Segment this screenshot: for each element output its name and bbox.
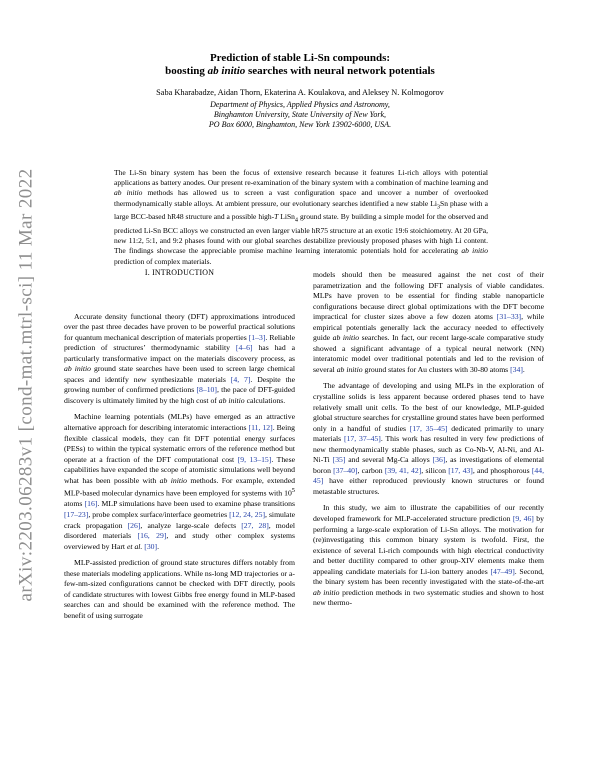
body-text: , model disordered materials (64, 520, 296, 541)
body-text: , while empirical potentials generally lack the accuracy needed to effectively guide (313, 312, 544, 343)
abstract-text: Sn phase with a large BCC-based hR48 structure and a possible high- (114, 198, 488, 222)
body-text: , probe complex surface/interface geometries (88, 509, 230, 519)
body-text: calculations. (244, 395, 286, 405)
abstract-emphasis: ab initio (461, 246, 488, 256)
citation-link[interactable]: [1–3] (248, 332, 266, 342)
emphasis: ab initio (159, 475, 187, 485)
affiliation-line: PO Box 6000, Binghamton, New York 13902-6000, USA. (208, 120, 392, 129)
intro-paragraph-4 (313, 381, 544, 497)
abstract-text: methods has allowed us to screen a vast configuration space and uncover a number of overlooked thermodynamically stable alloys. At ambient pressure, our evolutionary searches identified a new stable Li (114, 188, 488, 208)
intro-paragraph-3-continued (313, 270, 544, 375)
body-text: ground state searches have been used to screen large chemical spaces and identify new synthesizable materials (64, 364, 295, 384)
citation-link[interactable]: [11, 12] (248, 423, 273, 433)
body-text: . Despite the growing number of confirmed predictions (64, 374, 295, 395)
body-text: , as investigations of elemental boron (313, 455, 544, 475)
affiliation-line: Binghamton University, State University of New York, (213, 110, 387, 119)
intro-paragraph-5 (313, 503, 544, 608)
abstract-emphasis: ab initio (114, 188, 143, 198)
citation-link[interactable]: [37–40] (333, 465, 358, 475)
body-text: . Reliable prediction of structures’ thermodynamic stability (64, 332, 295, 353)
body-text: have either reproduced previously known structures or found metastable structures. (313, 476, 544, 496)
body-text: The advantage of developing and using MLPs in the exploration of crystalline solids is less apparent because ordered phases tend to have relatively small unit cells. To the best of our knowledge, MLP-guided global structure searches for crystalline ground states have been performed only in a handful of studies (313, 381, 544, 433)
subscript: 3 (436, 203, 441, 211)
title-text: boosting (165, 65, 208, 77)
body-text: . Being flexible classical models, they can fit DFT potential energy surfaces (PESs) to within the typical systematic errors of the reference method but operate at a fraction of the DFT computational cost (64, 423, 295, 464)
abstract-text: The Li-Sn binary system has been the focus of extensive research because it features Li-rich alloys with potential applications as battery anodes. Our present re-examination of the binary system with a combination of machine learning and (114, 168, 488, 188)
intro-paragraph-1 (64, 312, 295, 407)
citation-link[interactable]: [36] (432, 455, 446, 465)
body-text: atoms (64, 499, 85, 509)
paper-title (0, 52, 600, 78)
citation-link[interactable]: [9, 46] (512, 514, 534, 524)
citation-link[interactable]: [39, 41, 42] (384, 465, 422, 475)
section-heading-introduction: I. INTRODUCTION (144, 268, 215, 277)
body-text: Accurate density functional theory (DFT) approximations introduced over the past three decades have proven to be powerful practical solutions for quantum mechanical description of materials properties (64, 311, 295, 342)
citation-link[interactable]: [4, 7] (230, 374, 251, 384)
body-text: models should then be measured against the net cost of their parametrization and the following DFT analysis of viable candidates. MLPs have proven to be essential for finding stable nanoparticle configurations because direct global optimizations with the DFT become impractical for cluster sizes above a few dozen atoms (313, 270, 544, 322)
right-column (313, 270, 544, 615)
left-column (64, 268, 295, 627)
body-text: MLP-assisted prediction of ground state structures differs notably from these materials modeling applications. While ns-long MD trajectories or a-few-nm-sized configurations cannot be checked with DFT directly, pools of candidate structures with lowest Gibbs free energy found in MLP-based searches can and should be examined with the reference method. The benefit of using surrogate (64, 558, 295, 620)
body-text: prediction methods in two systematic studies and shown to host new thermo- (313, 587, 544, 608)
abstract-text: prediction of complex materials. (114, 256, 212, 266)
citation-link[interactable]: [17, 35–45] (409, 423, 448, 433)
arxiv-identifier: arXiv:2203.06283v1 [cond-mat.mtrl-sci] 11 Mar 2022 (15, 168, 36, 602)
body-text: searches. In fact, our recent large-scale comparative study showed a significant advantage of a typical neural network (NN) interatomic model over traditional potentials and led to the revision of several (313, 333, 545, 374)
citation-link[interactable]: [17, 43] (448, 465, 473, 475)
intro-paragraph-2 (64, 412, 295, 552)
abstract-emphasis: T (274, 212, 279, 222)
affiliation (0, 100, 600, 130)
emphasis: ab initio (313, 587, 340, 597)
emphasis: ab initio (64, 364, 91, 374)
abstract-text: LiSn (278, 212, 295, 222)
body-text: , the pace of DFT-guided discovery is ultimately limited by the high cost of (64, 385, 295, 405)
intro-paragraph-3 (64, 558, 295, 621)
body-text: , simulate crack propagation (64, 509, 295, 530)
body-text: . (522, 364, 525, 374)
citation-link[interactable]: [27, 28] (241, 520, 269, 530)
body-text: , and phosphorous (472, 465, 532, 475)
citation-link[interactable]: [34] (510, 364, 523, 374)
citation-link[interactable]: [16, 29] (137, 531, 167, 541)
emphasis: et al. (126, 541, 143, 551)
citation-link[interactable]: [35] (332, 455, 346, 465)
body-text: , silicon (421, 465, 449, 475)
citation-link[interactable]: [44, 45] (313, 465, 545, 486)
arxiv-sidebar-stamp (6, 170, 46, 600)
body-text: ground states for Au clusters with 30-80 atoms (362, 364, 511, 374)
citation-link[interactable]: [12, 24, 25] (229, 509, 266, 519)
body-text: . (157, 541, 160, 551)
subscript: 4 (294, 216, 299, 224)
citation-link[interactable]: [9, 13–15] (237, 454, 272, 464)
emphasis: ab initio (336, 364, 363, 374)
title-line-1: Prediction of stable Li-Sn compounds: (209, 52, 391, 64)
body-text: , carbon (357, 465, 385, 475)
citation-link[interactable]: [47–49] (490, 566, 515, 576)
emphasis: ab initio (218, 395, 245, 405)
abstract-text: ground state. By building a simple model for the observed and predicted Li-Sn BCC alloys we constructed an even larger viable hR75 structure at an exotic 19:6 stoichiometry. At 20 GPa, new 11:2, 5:1, and 9:2 phases found with our global searches destabilize previously proposed phases with high Li content. The findings showcase the appreciable promise machine learning interatomic potentials hold for accelerating (114, 212, 488, 256)
superscript: 5 (291, 487, 295, 495)
citation-link[interactable]: [26] (127, 520, 141, 530)
title-emphasis: ab initio (207, 65, 246, 77)
body-text: In this study, we aim to illustrate the capabilities of our recently developed framework for MLP-accelerated structure prediction (313, 503, 544, 524)
citation-link[interactable]: [17, 37–45] (344, 434, 381, 444)
body-text: , and study other complex systems overviewed by Hart (64, 531, 295, 551)
body-text: has had a particularly transformative impact on the materials discovery process, as (64, 343, 295, 363)
body-text: , analyze large-scale defects (140, 520, 242, 530)
affiliation-line: Department of Physics, Applied Physics and Astronomy, (210, 100, 390, 109)
body-text: . Second, the binary system has been recently investigated with the state-of-the-art (313, 566, 544, 587)
citation-link[interactable]: [17–23] (64, 509, 89, 519)
citation-link[interactable]: [16] (84, 499, 98, 509)
emphasis: ab initio (332, 333, 360, 343)
title-line-2 (0, 65, 600, 78)
citation-link[interactable]: [31–33] (496, 312, 522, 322)
title-text: searches with neural network potentials (245, 65, 435, 77)
body-text: by performing a large-scale exploration of Li-Sn alloys. The motivation for (re)investigating this common binary system is twofold. First, the existence of several Li-rich compounds with high electrical conductivity and better ductility compared to other group-XIV elements make them appealing candidate materials for Li-ion battery anodes (313, 514, 544, 576)
body-text: . MLP simulations have been used to examine phase transitions (97, 499, 295, 509)
body-text: Machine learning potentials (MLPs) have emerged as an attractive alternative approach for describing interatomic interactions (64, 412, 295, 433)
citation-link[interactable]: [4–6] (235, 343, 253, 353)
citation-link[interactable]: [30] (144, 541, 158, 551)
body-text: methods. For example, extended MLP-based molecular dynamics have been employed for systems with 10 (64, 475, 295, 498)
body-text: and several Mg-Ca alloys (345, 455, 433, 465)
author-list: Saba Kharabadze, Aidan Thorn, Ekaterina A. Koulakova, and Aleksey N. Kolmogorov (156, 88, 444, 97)
body-text: dedicated primarily to unary materials (313, 423, 545, 444)
body-text: . This work has resulted in very few predictions of new thermodynamically stable phases, such as Co-Nb-V, Al-Ni, and Al-Ni-Ti (313, 434, 544, 465)
citation-link[interactable]: [8–10] (196, 385, 217, 395)
abstract (114, 168, 488, 267)
body-text: . These capabilities have expanded the scope of atomistic simulations well beyond what has been possible with (64, 454, 295, 485)
